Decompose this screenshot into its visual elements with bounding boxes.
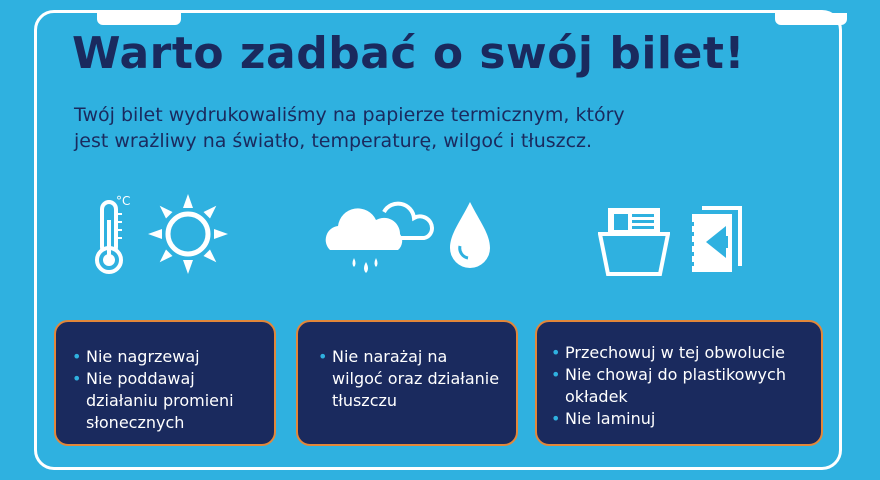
subtitle-line-2: jest wrażliwy na światło, temperaturę, wilgoć i tłuszcz. bbox=[74, 130, 593, 152]
info-box-storage bbox=[535, 320, 823, 446]
list-item: • Przechowuj w tej obwolucie bbox=[551, 342, 811, 364]
no-plastic-cover-icon bbox=[686, 204, 746, 278]
thermometer-icon bbox=[94, 192, 140, 276]
water-drop-icon bbox=[446, 200, 494, 272]
thermometer-unit-label: °C bbox=[116, 194, 131, 208]
subtitle-line-1: Twój bilet wydrukowaliśmy na papierze termicznym, który bbox=[74, 104, 625, 126]
ticket-sleeve-icon bbox=[598, 204, 670, 276]
list-item: • Nie laminuj bbox=[551, 408, 811, 430]
list-item: • Nie narażaj na wilgoć oraz działanie tłuszczu bbox=[318, 346, 502, 412]
subtitle bbox=[74, 102, 625, 154]
rain-cloud-icon bbox=[316, 188, 440, 284]
list-item: • Nie poddawaj działaniu promieni słonecznych bbox=[72, 368, 260, 434]
sun-icon bbox=[146, 192, 230, 276]
frame-tab-left bbox=[97, 13, 181, 25]
info-box-heat bbox=[54, 320, 276, 446]
info-box-moisture bbox=[296, 320, 518, 446]
list-item: • Nie chowaj do plastikowych okładek bbox=[551, 364, 811, 408]
list-item: • Nie nagrzewaj bbox=[72, 346, 260, 368]
frame-tab-right bbox=[775, 13, 847, 25]
page-title: Warto zadbać o swój bilet! bbox=[72, 28, 745, 79]
